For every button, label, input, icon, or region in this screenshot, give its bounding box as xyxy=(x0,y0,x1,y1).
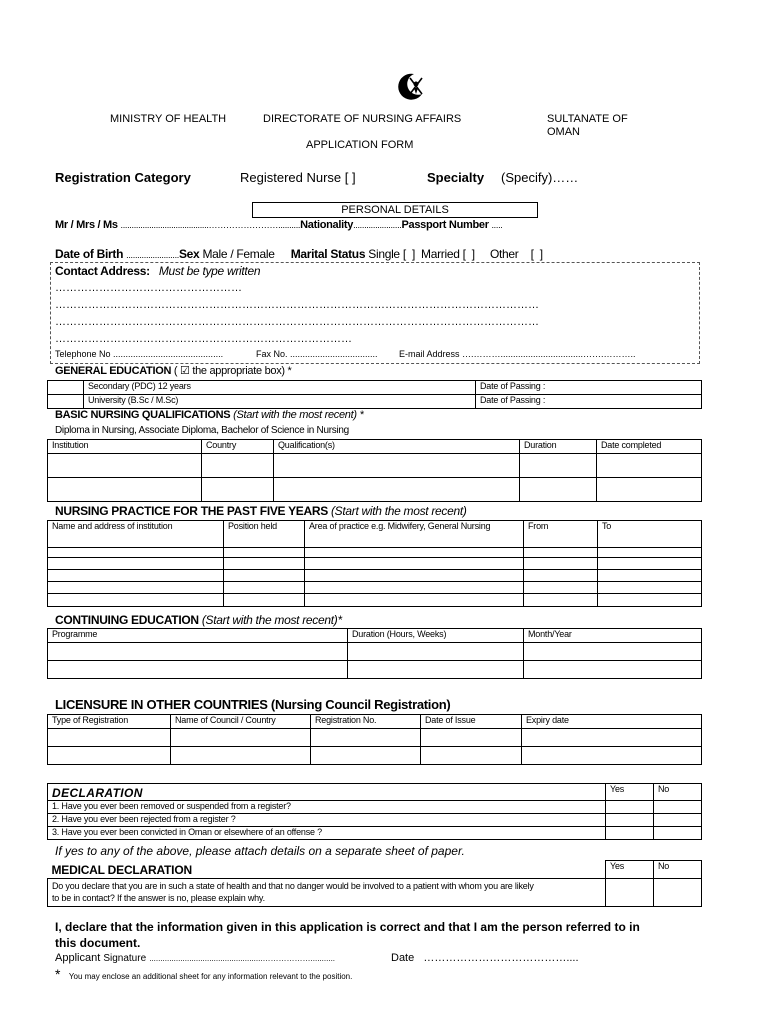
table-cell[interactable] xyxy=(311,747,421,765)
medical-question-line2: to be in contact? If the answer is no, please explain why. xyxy=(52,893,265,903)
contact-label: Contact Address: xyxy=(55,264,150,278)
table-row xyxy=(48,558,702,570)
no-header: No xyxy=(654,861,702,879)
education-checkbox[interactable] xyxy=(48,395,84,409)
table-cell[interactable] xyxy=(224,570,305,582)
yes-cell[interactable] xyxy=(606,827,654,840)
general-education-bold: GENERAL EDUCATION xyxy=(55,365,172,377)
column-header: Month/Year xyxy=(524,629,702,643)
continuing-bold: CONTINUING EDUCATION xyxy=(55,613,199,627)
no-cell[interactable] xyxy=(654,827,702,840)
directorate-title: DIRECTORATE OF NURSING AFFAIRS xyxy=(263,113,462,125)
table-cell[interactable] xyxy=(421,747,522,765)
footnote xyxy=(55,966,352,984)
table-cell[interactable] xyxy=(524,548,598,558)
table-cell[interactable] xyxy=(48,643,348,661)
table-cell[interactable] xyxy=(305,570,524,582)
licensure-table xyxy=(47,714,702,765)
sex-label: Sex xyxy=(178,247,200,261)
medical-title: MEDICAL DECLARATION xyxy=(48,861,606,879)
name-line[interactable] xyxy=(55,219,502,231)
education-label: Secondary (PDC) 12 years xyxy=(84,381,476,395)
column-header: Qualification(s) xyxy=(274,440,520,454)
oman-emblem-icon xyxy=(392,70,430,102)
table-row xyxy=(48,801,702,814)
declaration-title: DECLARATION xyxy=(48,784,606,801)
contact-note: Must be type written xyxy=(158,264,261,278)
table-header-row xyxy=(48,715,702,729)
practice-bold: NURSING PRACTICE FOR THE PAST FIVE YEARS xyxy=(55,504,328,518)
marital-label: Marital Status xyxy=(290,247,366,261)
signature-dots: ...................................................………………........... xyxy=(149,954,336,963)
table-cell[interactable] xyxy=(48,478,202,502)
table-cell[interactable] xyxy=(224,558,305,570)
practice-italic: (Start with the most recent) xyxy=(327,504,467,518)
yes-cell[interactable] xyxy=(606,879,654,907)
table-header-row xyxy=(48,521,702,548)
licensure-title: LICENSURE IN OTHER COUNTRIES (Nursing Council Registration) xyxy=(55,697,451,712)
footnote-star: * xyxy=(55,966,61,982)
date-dots: ………………………………….... xyxy=(423,952,579,964)
general-education-table xyxy=(47,380,702,409)
table-cell[interactable] xyxy=(305,582,524,594)
yes-header: Yes xyxy=(606,784,654,801)
table-cell[interactable] xyxy=(311,729,421,747)
applicant-label: Applicant xyxy=(55,952,101,964)
table-cell[interactable] xyxy=(522,729,702,747)
footnote-text: You may enclose an additional sheet for any information relevant to the position. xyxy=(68,972,353,981)
practice-title xyxy=(55,504,467,518)
dob-label: Date of Birth xyxy=(55,247,124,261)
no-cell[interactable] xyxy=(654,879,702,907)
nationality-label: Nationality xyxy=(300,219,354,231)
column-header: Expiry date xyxy=(522,715,702,729)
table-header-row xyxy=(48,784,702,801)
table-row xyxy=(48,814,702,827)
table-cell[interactable] xyxy=(597,454,702,478)
name-dots: ........................................…………………….......... xyxy=(120,220,301,230)
declaration-note: If yes to any of the above, please attach details on a separate sheet of paper. xyxy=(55,844,465,858)
signature-label: Signature xyxy=(103,953,147,964)
table-cell[interactable] xyxy=(305,594,524,607)
name-label: Mr / Mrs / Ms xyxy=(55,219,118,231)
table-row xyxy=(48,454,702,478)
basic-nursing-title xyxy=(55,409,363,421)
table-row xyxy=(48,827,702,840)
table-cell[interactable] xyxy=(348,661,524,679)
column-header: Institution xyxy=(48,440,202,454)
dob-line[interactable] xyxy=(55,247,543,261)
registration-category-label: Registration Category xyxy=(55,170,191,185)
sex-value: Male / Female xyxy=(202,247,275,261)
country-title-line1: SULTANATE OF xyxy=(547,113,628,125)
table-cell[interactable] xyxy=(48,661,348,679)
table-cell[interactable] xyxy=(48,582,224,594)
column-header: Registration No. xyxy=(311,715,421,729)
passport-label: Passport Number xyxy=(401,219,489,231)
dob-dots: ........................ xyxy=(126,250,179,260)
no-cell[interactable] xyxy=(654,801,702,814)
declaration-question: 2. Have you ever been rejected from a register ? xyxy=(48,814,606,827)
column-header: To xyxy=(598,521,702,548)
column-header: Date completed xyxy=(597,440,702,454)
column-header: Date of Issue xyxy=(421,715,522,729)
declaration-question: 1. Have you ever been removed or suspended from a register? xyxy=(48,801,606,814)
table-cell[interactable] xyxy=(524,643,702,661)
personal-details-title: PERSONAL DETAILS xyxy=(341,204,449,216)
passport-dots: ..... xyxy=(491,220,503,230)
table-row xyxy=(48,395,702,409)
table-header-row xyxy=(48,629,702,643)
date-label: Date xyxy=(391,952,415,964)
table-cell[interactable] xyxy=(524,594,598,607)
column-header: From xyxy=(524,521,598,548)
basic-nursing-bold: BASIC NURSING QUALIFICATIONS xyxy=(55,409,231,421)
table-cell[interactable] xyxy=(202,454,274,478)
table-row xyxy=(48,643,702,661)
registration-category-value[interactable]: Registered Nurse [ ] xyxy=(240,170,356,185)
nationality-dots: ...................... xyxy=(353,220,402,230)
general-education-title xyxy=(55,364,292,377)
basic-nursing-italic: (Start with the most recent) * xyxy=(230,409,364,421)
table-cell[interactable] xyxy=(598,582,702,594)
date-line[interactable] xyxy=(391,952,579,964)
continuing-table xyxy=(47,628,702,679)
table-cell[interactable] xyxy=(305,548,524,558)
medical-question xyxy=(48,879,606,907)
final-statement-line2: this document. xyxy=(55,936,141,950)
column-header: Duration (Hours, Weeks) xyxy=(348,629,524,643)
table-cell[interactable] xyxy=(48,594,224,607)
table-row xyxy=(48,548,702,558)
declaration-table xyxy=(47,783,702,840)
practice-table xyxy=(47,520,702,607)
table-cell[interactable] xyxy=(348,643,524,661)
table-cell[interactable] xyxy=(224,582,305,594)
email-field[interactable]: E-mail Address ….……….................................…….……….. xyxy=(399,349,636,359)
education-checkbox[interactable] xyxy=(48,381,84,395)
column-header: Name and address of institution xyxy=(48,521,224,548)
table-cell[interactable] xyxy=(598,570,702,582)
table-row xyxy=(48,582,702,594)
table-cell[interactable] xyxy=(524,582,598,594)
table-cell[interactable] xyxy=(274,478,520,502)
country-title-line2: OMAN xyxy=(547,126,580,138)
table-cell[interactable] xyxy=(597,478,702,502)
medical-table xyxy=(47,860,702,907)
continuing-italic: (Start with the most recent)* xyxy=(198,613,342,627)
table-row xyxy=(48,381,702,395)
table-cell[interactable] xyxy=(48,558,224,570)
table-cell[interactable] xyxy=(520,454,597,478)
table-row xyxy=(48,747,702,765)
yes-cell[interactable] xyxy=(606,801,654,814)
no-header: No xyxy=(654,784,702,801)
address-line-2[interactable]: …………………………………………………………………………………………………………………… xyxy=(55,299,539,311)
table-cell[interactable] xyxy=(524,570,598,582)
table-cell[interactable] xyxy=(520,478,597,502)
table-cell[interactable] xyxy=(48,548,224,558)
column-header: Duration xyxy=(520,440,597,454)
contact-address-line[interactable] xyxy=(55,264,260,278)
column-header: Programme xyxy=(48,629,348,643)
telephone-field[interactable]: Telephone No ............................................ xyxy=(55,349,224,359)
table-row xyxy=(48,570,702,582)
table-cell[interactable] xyxy=(524,558,598,570)
address-line-3[interactable]: …………………………………………………………………………………………………………………… xyxy=(55,316,539,328)
yes-header: Yes xyxy=(606,861,654,879)
no-cell[interactable] xyxy=(654,814,702,827)
table-cell[interactable] xyxy=(421,729,522,747)
final-statement-line1: I, declare that the information given in this application is correct and that I am the person referred to in xyxy=(55,920,640,934)
education-date-cell[interactable]: Date of Passing : xyxy=(476,395,702,409)
table-cell[interactable] xyxy=(171,729,311,747)
table-row xyxy=(48,478,702,502)
address-line-1[interactable]: …………………………………………… xyxy=(55,282,242,294)
education-label: University (B.Sc / M.Sc) xyxy=(84,395,476,409)
declaration-question: 3. Have you ever been convicted in Oman or elsewhere of an offense ? xyxy=(48,827,606,840)
table-row xyxy=(48,729,702,747)
table-cell[interactable] xyxy=(224,548,305,558)
general-education-rest: ( ☑ the appropriate box) * xyxy=(171,365,292,377)
table-cell[interactable] xyxy=(171,747,311,765)
medical-question-line1: Do you declare that you are in such a state of health and that no danger would be involved to a patient with whom you are likely xyxy=(52,881,534,891)
column-header: Country xyxy=(202,440,274,454)
table-header-row xyxy=(48,440,702,454)
table-cell[interactable] xyxy=(598,594,702,607)
marital-value: Single [ ] Married [ ] Other [ ] xyxy=(368,247,543,261)
table-cell[interactable] xyxy=(305,558,524,570)
fax-field[interactable]: Fax No. ................................... xyxy=(256,349,378,359)
signature-line[interactable] xyxy=(55,952,335,964)
column-header: Area of practice e.g. Midwifery, General Nursing xyxy=(305,521,524,548)
table-cell[interactable] xyxy=(224,594,305,607)
table-cell[interactable] xyxy=(48,454,202,478)
table-header-row xyxy=(48,861,702,879)
form-title: APPLICATION FORM xyxy=(306,139,414,151)
table-row xyxy=(48,594,702,607)
column-header: Type of Registration xyxy=(48,715,171,729)
table-cell[interactable] xyxy=(524,661,702,679)
table-row xyxy=(48,879,702,907)
table-cell[interactable] xyxy=(522,747,702,765)
table-cell[interactable] xyxy=(598,548,702,558)
table-cell[interactable] xyxy=(274,454,520,478)
specialty-value[interactable]: (Specify)…… xyxy=(501,170,579,185)
continuing-title xyxy=(55,613,342,627)
basic-nursing-subtitle: Diploma in Nursing, Associate Diploma, Bachelor of Science in Nursing xyxy=(55,425,349,436)
personal-details-header xyxy=(252,202,538,218)
table-cell[interactable] xyxy=(48,729,171,747)
ministry-title: MINISTRY OF HEALTH xyxy=(110,113,227,125)
basic-nursing-table xyxy=(47,439,702,502)
column-header: Name of Council / Country xyxy=(171,715,311,729)
table-cell[interactable] xyxy=(598,558,702,570)
table-cell[interactable] xyxy=(48,570,224,582)
table-cell[interactable] xyxy=(48,747,171,765)
specialty-label: Specialty xyxy=(427,170,485,185)
address-line-4[interactable]: ……………………………………………………………………… xyxy=(55,333,352,345)
table-row xyxy=(48,661,702,679)
yes-cell[interactable] xyxy=(606,814,654,827)
education-date-cell[interactable]: Date of Passing : xyxy=(476,381,702,395)
column-header: Position held xyxy=(224,521,305,548)
table-cell[interactable] xyxy=(202,478,274,502)
